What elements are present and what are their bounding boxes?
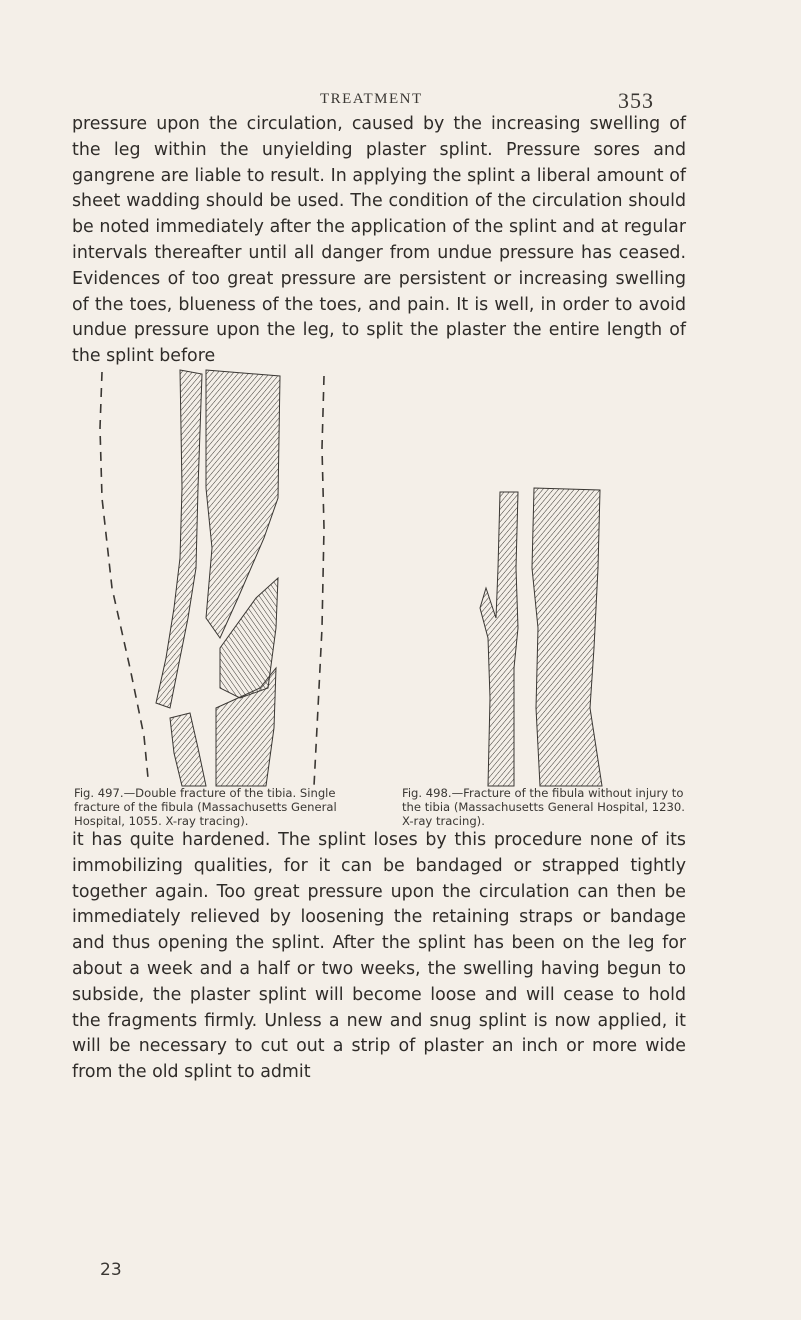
signature-mark: 23 <box>100 1260 122 1280</box>
fig498-tibia <box>532 488 602 786</box>
paragraph-top: pressure upon the circulation, caused by the increasing swelling of the leg within the unyielding plaster splint. Pressure sores and gangrene are liable to result. In applying the splint a liberal amount of sheet wadding should be used. The condition of the circulation should be noted immediately after the application of the splint and at regular intervals thereafter until all danger from undue pressure has ceased. Evidences of too great pressure are persistent or increasing swelling of the toes, blueness of the toes, and pain. It is well, in order to avoid undue pressure upon the leg, to split the plaster the entire length of the splint before <box>72 114 686 367</box>
fig497-fibula <box>156 370 206 786</box>
fig498-fibula <box>480 492 518 786</box>
fig497-tibia <box>206 370 280 786</box>
paragraph-bottom: it has quite hardened. The splint loses by this procedure none of its immobilizing qualities, for it can be bandaged or strapped tightly together again. Too great pressure upon the circulation can then be immediately relieved by loosening the retaining straps or bandage and thus opening the splint. After the splint has been on the leg for about a week and a half or two weeks, the swelling having begun to subside, the plaster splint will become loose and will cease to hold the fragments firmly. Unless a new and snug splint is now applied, it will be necessary to cut out a strip of plaster an inch or more wide from the old splint to admit <box>72 830 686 1083</box>
xray-tracings <box>70 368 710 788</box>
running-title: TREATMENT <box>320 91 423 107</box>
figure-498-caption: Fig. 498.—Fracture of the fibula without injury to the tibia (Massachusetts General Hospital, 1230. X-ray tracing). <box>402 786 685 828</box>
figure-area <box>70 368 710 788</box>
page-number: 353 <box>618 88 654 113</box>
figure-497-caption: Fig. 497.—Double fracture of the tibia. Single fracture of the fibula (Massachusetts General Hospital, 1055. X-ray tracing). <box>74 786 337 828</box>
